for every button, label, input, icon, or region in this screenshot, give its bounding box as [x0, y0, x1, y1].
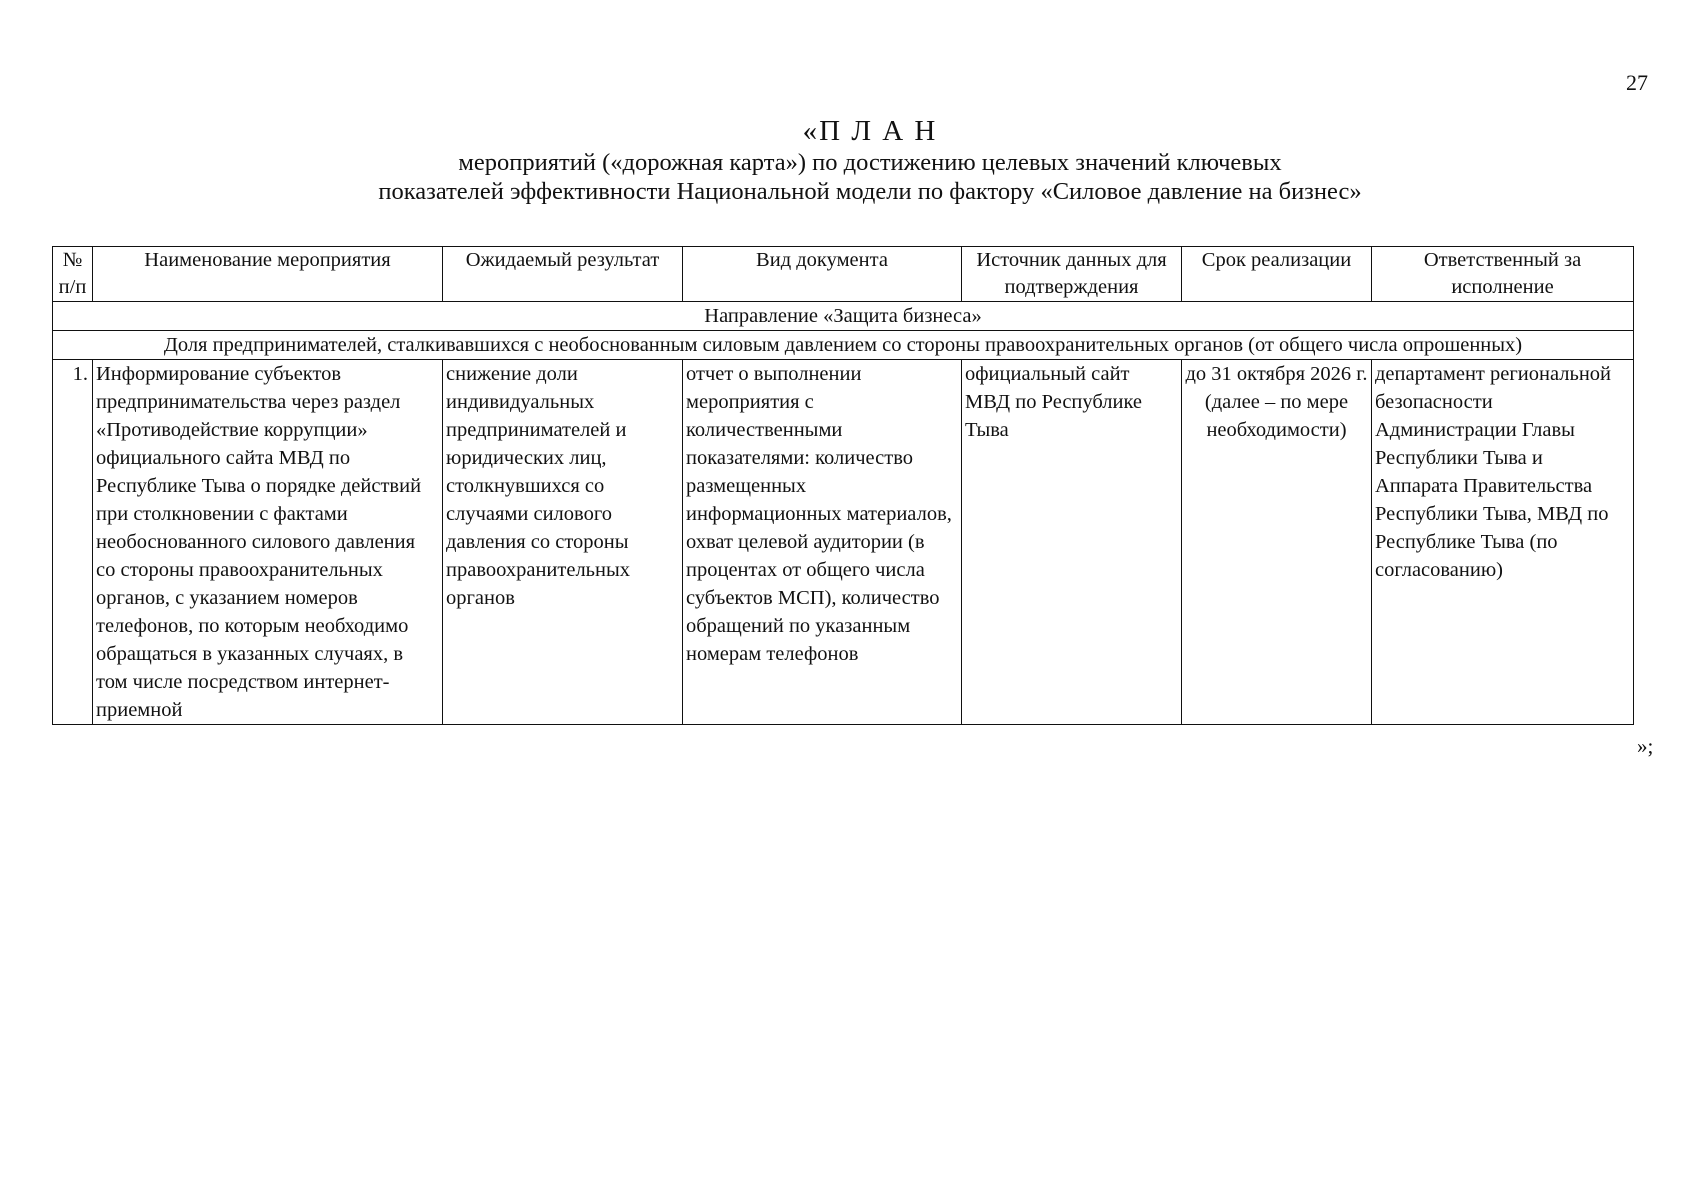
- row-responsible: департамент региональной безопасности Администрации Главы Республики Тыва и Аппарата Правительства Республики Тыва, МВД по Республике Тыва (по согласованию): [1372, 360, 1634, 725]
- header-activity-name: Наименование мероприятия: [93, 247, 443, 302]
- header-number: № п/п: [53, 247, 93, 302]
- row-deadline: до 31 октября 2026 г. (далее – по мере необходимости): [1182, 360, 1372, 725]
- document-title: [0, 114, 1697, 206]
- indicator-row: [53, 331, 1634, 360]
- title-line-2: показателей эффективности Национальной модели по фактору «Силовое давление на бизнес»: [378, 178, 1362, 205]
- header-data-source: Источник данных для подтверждения: [962, 247, 1182, 302]
- row-expected-result: снижение доли индивидуальных предпринимателей и юридических лиц, столкнувшихся со случаями силового давления со стороны правоохранительных органов: [443, 360, 683, 725]
- page-number: 27: [1626, 70, 1648, 95]
- header-expected-result: Ожидаемый результат: [443, 247, 683, 302]
- header-deadline: Срок реализации: [1182, 247, 1372, 302]
- plan-table: [52, 246, 1634, 725]
- header-responsible: Ответственный за исполнение: [1372, 247, 1634, 302]
- row-data-source: официальный сайт МВД по Республике Тыва: [962, 360, 1182, 725]
- table-row: [53, 360, 1634, 725]
- direction-row: [53, 302, 1634, 331]
- closing-quote-mark: »;: [1637, 734, 1654, 758]
- header-document-type: Вид документа: [683, 247, 962, 302]
- row-document-type: отчет о выполнении мероприятия с количественными показателями: количество размещенных информационных материалов, охват целевой аудитории (в процентах от общего числа субъектов МСП), количество обращений по указанным номерам телефонов: [683, 360, 962, 725]
- direction-label: Направление «Защита бизнеса»: [53, 302, 1634, 331]
- title-line-1: мероприятий («дорожная карта») по достижению целевых значений ключевых: [458, 149, 1282, 176]
- title-main: «П Л А Н: [802, 115, 938, 147]
- indicator-label: Доля предпринимателей, сталкивавшихся с необоснованным силовым давлением со стороны правоохранительных органов (от общего числа опрошенных): [53, 331, 1634, 360]
- row-activity-name: Информирование субъектов предпринимательства через раздел «Противодействие коррупции» официального сайта МВД по Республике Тыва о порядке действий при столкновении с фактами необоснованного силового давления со стороны правоохранительных органов, с указанием номеров телефонов, по которым необходимо обращаться в указанных случаях, в том числе посредством интернет-приемной: [93, 360, 443, 725]
- table-header-row: [53, 247, 1634, 302]
- row-number: 1.: [53, 360, 93, 725]
